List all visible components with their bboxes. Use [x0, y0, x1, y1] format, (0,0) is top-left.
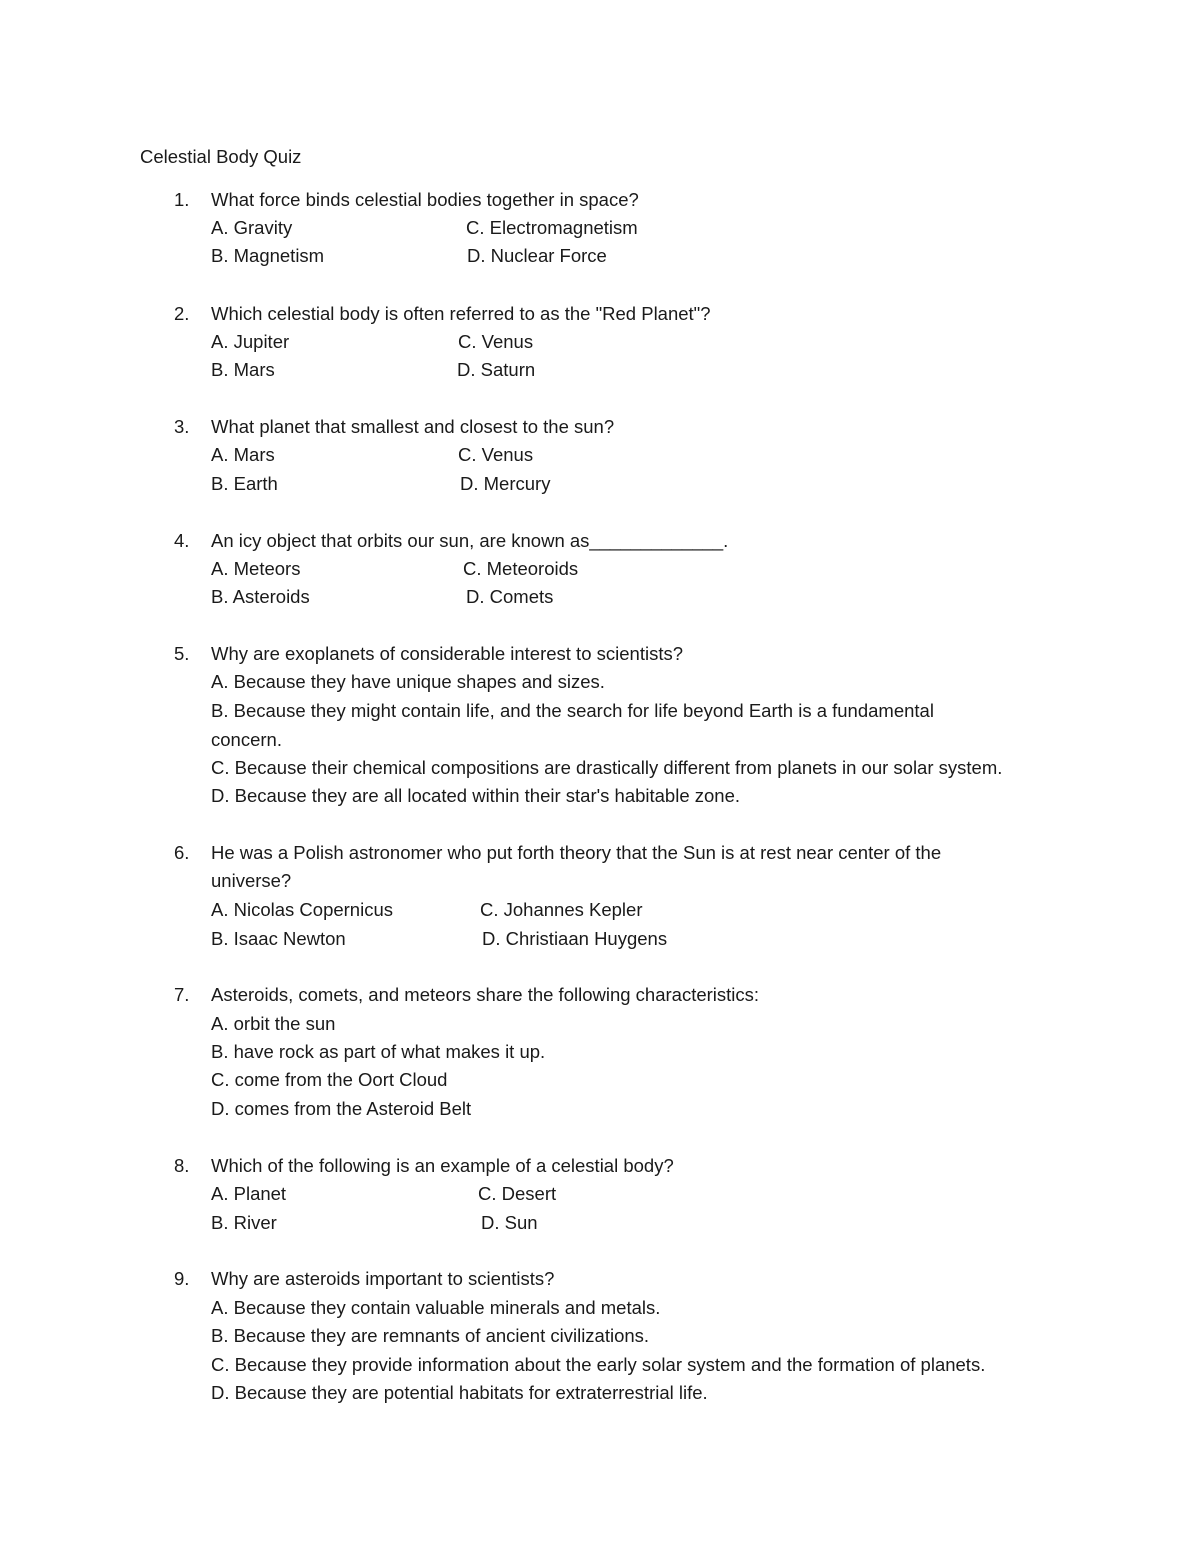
- option-b: B. Asteroids: [211, 586, 310, 607]
- option-a: A. Meteors: [211, 558, 301, 579]
- option-b: B. have rock as part of what makes it up.: [211, 1041, 546, 1062]
- option-d: D. Sun: [481, 1212, 538, 1233]
- option-d: D. Because they are all located within their star's habitable zone.: [211, 785, 741, 806]
- option-b-continued: concern.: [211, 729, 282, 750]
- option-b: B. Earth: [211, 473, 278, 494]
- question-text: He was a Polish astronomer who put forth theory that the Sun is at rest near center of the: [211, 842, 942, 863]
- option-a: A. Because they have unique shapes and sizes.: [211, 671, 605, 692]
- option-d: D. Saturn: [457, 359, 536, 380]
- question-text: Which of the following is an example of a celestial body?: [211, 1155, 674, 1176]
- option-c: C. Desert: [478, 1183, 557, 1204]
- option-b: B. River: [211, 1212, 277, 1233]
- option-c: C. Johannes Kepler: [480, 899, 643, 920]
- option-a: A. Mars: [211, 444, 275, 465]
- question-number: 2.: [174, 303, 190, 324]
- question-text: Why are exoplanets of considerable interest to scientists?: [211, 643, 683, 664]
- option-b: B. Magnetism: [211, 245, 325, 266]
- option-a: A. Gravity: [211, 217, 293, 238]
- question-number: 6.: [174, 842, 190, 863]
- option-d: D. Nuclear Force: [467, 245, 607, 266]
- question-number: 7.: [174, 984, 190, 1005]
- option-a: A. Planet: [211, 1183, 287, 1204]
- option-b: B. Mars: [211, 359, 275, 380]
- option-a: A. Nicolas Copernicus: [211, 899, 393, 920]
- option-d: D. comes from the Asteroid Belt: [211, 1098, 472, 1119]
- option-d: D. Mercury: [460, 473, 551, 494]
- page-title: Celestial Body Quiz: [140, 146, 302, 167]
- option-c: C. Because they provide information about the early solar system and the formation of planets.: [211, 1354, 986, 1375]
- question-number: 3.: [174, 416, 190, 437]
- question-number: 4.: [174, 530, 190, 551]
- option-b: B. Isaac Newton: [211, 928, 346, 949]
- option-c: C. Electromagnetism: [466, 217, 638, 238]
- option-a: A. Jupiter: [211, 331, 290, 352]
- option-c: C. Because their chemical compositions are drastically different from planets in our solar system.: [211, 757, 1003, 778]
- option-b: B. Because they are remnants of ancient civilizations.: [211, 1325, 650, 1346]
- option-c: C. come from the Oort Cloud: [211, 1069, 448, 1090]
- option-b: B. Because they might contain life, and the search for life beyond Earth is a fundamental: [211, 700, 934, 721]
- option-c: C. Meteoroids: [463, 558, 579, 579]
- question-number: 9.: [174, 1268, 190, 1289]
- question-number: 1.: [174, 189, 190, 210]
- option-c: C. Venus: [458, 331, 534, 352]
- question-text-continued: universe?: [211, 870, 292, 891]
- option-d: D. Christiaan Huygens: [482, 928, 668, 949]
- question-text: Why are asteroids important to scientists?: [211, 1268, 555, 1289]
- question-text: What planet that smallest and closest to the sun?: [211, 416, 615, 437]
- question-text: What force binds celestial bodies together in space?: [211, 189, 639, 210]
- option-a: A. orbit the sun: [211, 1013, 336, 1034]
- option-a: A. Because they contain valuable minerals and metals.: [211, 1297, 661, 1318]
- question-text: Asteroids, comets, and meteors share the following characteristics:: [211, 984, 760, 1005]
- option-d: D. Comets: [466, 586, 554, 607]
- question-text: An icy object that orbits our sun, are known as_____________.: [211, 530, 729, 551]
- question-text: Which celestial body is often referred to as the "Red Planet"?: [211, 303, 711, 324]
- question-number: 5.: [174, 643, 190, 664]
- option-d: D. Because they are potential habitats for extraterrestrial life.: [211, 1382, 708, 1403]
- option-c: C. Venus: [458, 444, 534, 465]
- question-number: 8.: [174, 1155, 190, 1176]
